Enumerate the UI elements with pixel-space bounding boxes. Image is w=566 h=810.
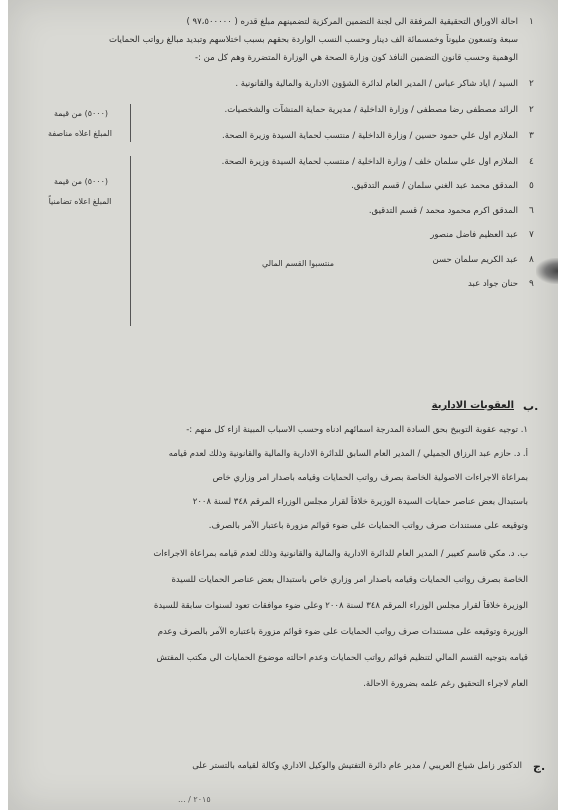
paragraph-line: باستبدال بعض عناصر حمايات السيدة الوزيرة خلافاً لقرار مجلس الوزراء المرقم ٣٤٨ لسنة ٢٠٠٨ <box>192 497 528 507</box>
side-note-label: المبلغ اعلاه تضامنياً <box>48 197 112 206</box>
item-text-line: عبد الكريم سلمان حسن <box>432 255 518 265</box>
paragraph-line: وتوقيعه على مستندات صرف رواتب الحمايات على ضوء قوائم مزورة باعتبار الآمر بالصرف. <box>208 521 528 531</box>
footer-stamp: ٢٠١٥ / ... <box>178 795 211 804</box>
section-heading: العقوبات الادارية <box>431 400 514 411</box>
paragraph-line: الخاصة بصرف رواتب الحمايات وقيامه باصدار امر وزاري خاص باستبدال بعض عناصر الحمايات للسيدة <box>171 575 528 585</box>
item-text-line: سبعة وتسعون مليوناً وخمسمائة الف دينار وحسب النسب الواردة بحقهم بسبب اختلاسهم وتبديد مبالغ رواتب الحمايات <box>108 35 518 45</box>
paragraph-line: بمراعاة الاجراءات الاصولية الخاصة بصرف رواتب الحمايات وقيامه باصدار امر وزاري خاص <box>212 473 528 483</box>
side-note-amount: (٥٠٠٠) من قيمة <box>53 177 109 186</box>
item-number: ٨ <box>529 255 534 265</box>
item-number: ٦ <box>529 206 534 216</box>
item-number: ٥ <box>529 181 534 191</box>
item-number: ١ <box>529 17 534 27</box>
section-intro: ١. توجيه عقوبة التوبيخ بحق السادة المدرجة اسمائهم ادناه وحسب الاسباب المبينة ازاء كل منهم :- <box>186 425 528 435</box>
paragraph-line: أ. د. حازم عبد الرزاق الجميلي / المدير العام السابق للدائرة الادارية والمالية والقانونية وذلك لعدم قيامه <box>168 449 528 459</box>
paragraph-line: الدكتور زامل شياع العريبي / مدير عام دائرة التفتيش والوكيل الاداري وكالة لقيامه بالتستر على <box>192 761 522 771</box>
item-number: ٢ <box>529 105 534 115</box>
side-note-label: المبلغ اعلاه مناصفة <box>48 129 112 138</box>
section-marker: ب. <box>523 400 539 413</box>
paragraph-line: العام لاجراء التحقيق رغم علمه بضرورة الاحالة. <box>363 679 528 689</box>
item-text-line: السيد / اياد شاكر عباس / المدير العام لدائرة الشؤون الادارية والمالية والقانونية . <box>235 79 518 89</box>
paragraph-line: ب. د. مكي قاسم كعيبر / المدير العام للدائرة الادارية والمالية والقانونية وذلك لعدم قيامه بمراعاة الاجراءات <box>153 549 528 559</box>
ink-smudge <box>536 258 558 284</box>
item-text-line: المدقق محمد عبد الغني سلمان / قسم التدقيق. <box>351 181 518 191</box>
item-number: ٧ <box>529 230 534 240</box>
bracket-line <box>130 156 131 326</box>
item-number: ٣ <box>529 131 534 141</box>
document-page <box>8 0 558 810</box>
item-number: ٢ <box>529 79 534 89</box>
bracket-line <box>130 104 131 142</box>
item-text-line: حنان جواد عبد <box>468 279 518 289</box>
section-marker: ج. <box>533 760 546 773</box>
paragraph-line: الوزيرة خلافاً لقرار مجلس الوزراء المرقم ٣٤٨ لسنة ٢٠٠٨ وعلى ضوء موافقات تعود لسنوات سابقة للسيدة <box>153 601 528 611</box>
item-text-line: المدقق اكرم محمود محمد / قسم التدقيق. <box>368 206 518 216</box>
item-text-line: عبد العظيم فاضل منصور <box>430 230 518 240</box>
item-number: ٩ <box>529 279 534 289</box>
item-text-line: احالة الاوراق التحقيقية المرفقة الى لجنة التضمين المركزية لتضمينهم مبلغ قدره ( ٩٧،٥٠٠٠٠٠ ) <box>186 17 518 27</box>
item-text-line: الوهمية وحسب قانون التضمين النافذ كون وزارة الصحة هي الوزارة المتضررة وهم كل من :- <box>195 53 518 63</box>
item-text-line: الملازم اول علي سلمان خلف / وزارة الداخلية / منتسب لحماية السيدة وزيرة الصحة. <box>221 157 518 167</box>
item-text-line: الرائد مصطفى رضا مصطفى / وزارة الداخلية / مديرية حماية المنشآت والشخصيات. <box>224 105 518 115</box>
item-number: ٤ <box>529 157 534 167</box>
side-note-label: منتسبوا القسم المالي <box>261 259 335 268</box>
item-text-line: الملازم اول علي حمود حسين / وزارة الداخلية / منتسب لحماية السيدة وزيرة الصحة. <box>222 131 518 141</box>
side-note-amount: (٥٠٠٠) من قيمة <box>53 109 109 118</box>
paragraph-line: قيامه بتوجيه القسم المالي لتنظيم قوائم رواتب الحمايات وعدم احالته موضوع الحمايات الى مكتب المفتش <box>156 653 528 663</box>
paragraph-line: الوزيرة وتوقيعه على مستندات صرف رواتب الحمايات على ضوء قوائم مزورة باعتباره الآمر بالصرف وعدم <box>157 627 528 637</box>
